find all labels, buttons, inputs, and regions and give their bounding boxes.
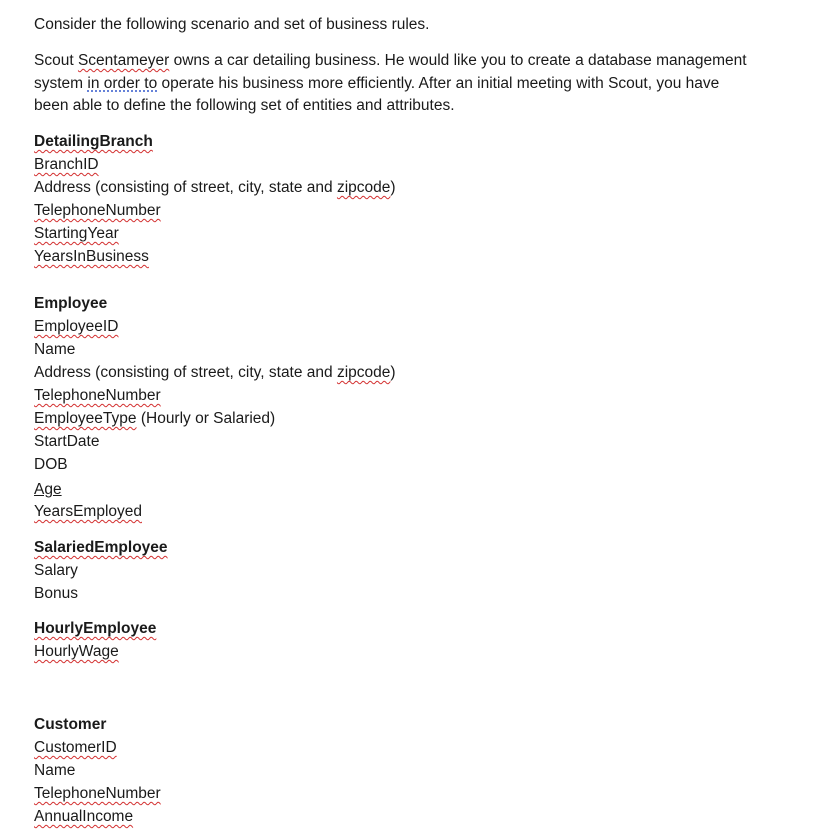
- branch-id-key: BranchID: [34, 156, 99, 173]
- branch-address-zip: zipcode: [336, 179, 391, 196]
- intro-text: Consider the following scenario and set of business rules.: [34, 16, 430, 33]
- scenario-owner-name: Scentameyer: [77, 52, 170, 69]
- attr-employee-address: [34, 363, 396, 383]
- employee-type-label: EmployeeType: [34, 410, 137, 427]
- attr-employee-type: [34, 409, 275, 429]
- attr-customer-id: [34, 738, 117, 758]
- attr-starting-year: StartingYear: [34, 225, 119, 242]
- attr-employee-name: Name: [34, 341, 76, 358]
- branch-address-text: Address (consisting of street, city, state and: [34, 179, 337, 196]
- attr-customer-name: Name: [34, 762, 76, 779]
- attr-branch-id: [34, 155, 99, 175]
- scenario-text-5: been able to define the following set of entities and attributes.: [34, 97, 455, 114]
- attr-start-date: StartDate: [34, 433, 100, 450]
- attr-employee-id: [34, 317, 118, 337]
- employee-id-key: EmployeeID: [34, 318, 119, 335]
- entity-title-customer: Customer: [34, 716, 107, 733]
- scenario-text-1: Scout: [34, 52, 78, 69]
- attr-branch-address: [34, 178, 396, 198]
- attr-years-employed: YearsEmployed: [34, 503, 142, 520]
- scenario-text-2: owns a car detailing business. He would like you to create a database management: [169, 52, 747, 69]
- attr-dob: DOB: [34, 456, 68, 473]
- attr-customer-telephone: TelephoneNumber: [34, 785, 161, 802]
- entity-title-employee: Employee: [34, 295, 108, 312]
- attr-branch-telephone: TelephoneNumber: [34, 202, 161, 219]
- customer-id-key: CustomerID: [34, 739, 117, 756]
- scenario-in-order-to: in order to: [87, 74, 158, 92]
- attr-annual-income: AnnualIncome: [34, 808, 134, 825]
- entity-title-detailing-branch: DetailingBranch: [34, 133, 153, 150]
- attr-hourly-wage: HourlyWage: [34, 643, 119, 660]
- scenario-text-3: system: [34, 74, 88, 92]
- attr-years-in-business: YearsInBusiness: [34, 248, 149, 265]
- entity-title-hourly-employee: HourlyEmployee: [34, 620, 157, 637]
- scenario-text-4: operate his business more efficiently. After an initial meeting with Scout, you have: [157, 74, 720, 92]
- entity-title-salaried-employee: SalariedEmployee: [34, 539, 168, 556]
- scenario-paragraph: [34, 50, 794, 118]
- branch-address-suffix: ): [390, 179, 396, 196]
- attr-bonus: Bonus: [34, 585, 78, 602]
- attr-salary: Salary: [34, 562, 78, 579]
- attr-employee-telephone: TelephoneNumber: [34, 387, 161, 404]
- employee-type-note: (Hourly or Salaried): [136, 410, 276, 427]
- employee-address-suffix: ): [390, 364, 396, 381]
- employee-address-text: Address (consisting of street, city, state and: [34, 364, 337, 381]
- attr-age: Age: [34, 481, 62, 498]
- employee-address-zip: zipcode: [336, 364, 391, 381]
